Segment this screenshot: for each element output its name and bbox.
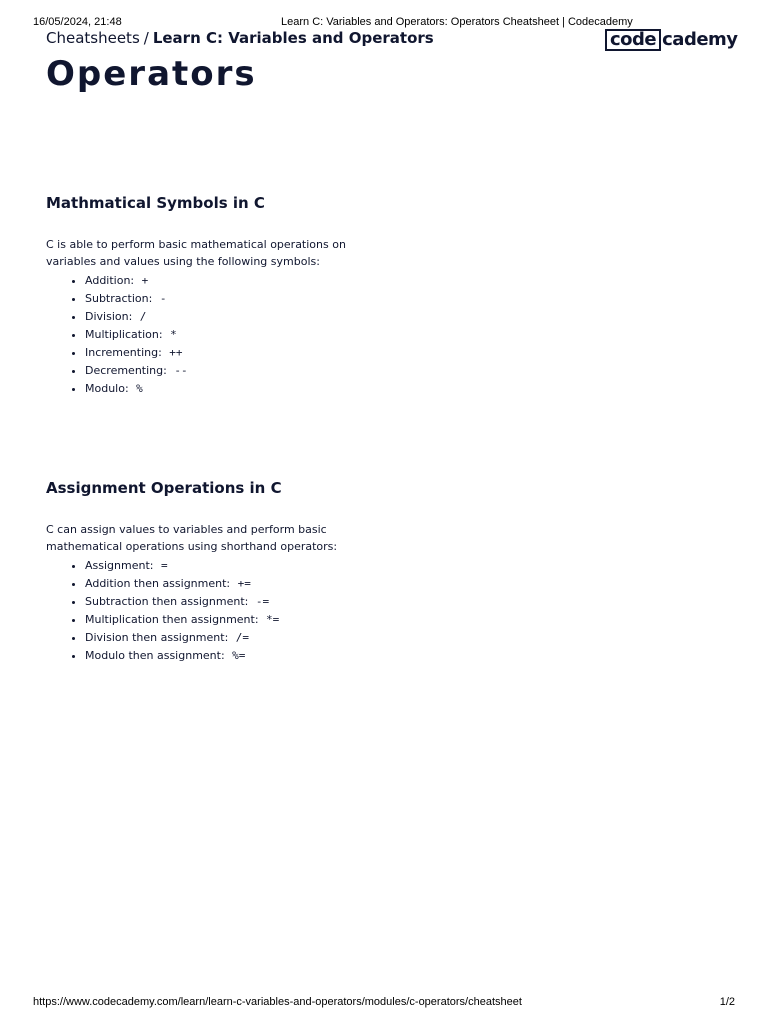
operator-label: Incrementing: [85,346,162,359]
breadcrumb-separator: / [143,29,149,47]
operator-label: Division: [85,310,133,323]
list-item [85,593,346,611]
section-heading: Mathmatical Symbols in C [46,194,265,212]
print-url: https://www.codecademy.com/learn/learn-c-variables-and-operators/modules/c-operators/cheatsheet [33,996,522,1008]
section-intro: C is able to perform basic mathematical operations on variables and values using the following symbols: [46,238,346,268]
operator-label: Addition: [85,274,135,287]
operator-code: -= [255,595,270,608]
logo-rest-text: cademy [662,29,738,50]
breadcrumb [46,29,434,47]
list-item [85,308,346,326]
list-item [85,344,346,362]
operator-label: Subtraction: [85,292,153,305]
codecademy-logo[interactable] [605,29,738,51]
operator-code: * [170,328,177,341]
section-intro: C can assign values to variables and perform basic mathematical operations using shorthand operators: [46,523,338,553]
operator-label: Division then assignment: [85,631,229,644]
operator-code: /= [235,631,250,644]
section-assignment-operations [46,479,346,665]
page-number: 1/2 [719,996,735,1008]
operator-label: Modulo: [85,382,129,395]
list-item [85,647,346,665]
list-item [85,362,346,380]
operator-code: / [139,310,147,323]
list-item [85,611,346,629]
operator-label: Assignment: [85,559,154,572]
list-item [85,575,346,593]
operator-code: *= [266,613,280,626]
operator-code: + [141,274,149,287]
operator-code: - [159,292,167,305]
section-math-symbols [46,194,346,398]
operator-code: -- [174,364,188,377]
operator-label: Multiplication: [85,328,163,341]
operator-code: ++ [169,346,183,359]
print-date: 16/05/2024, 21:48 [33,16,122,28]
page-title: Operators [46,54,257,94]
operator-list [46,272,346,398]
operator-label: Decrementing: [85,364,167,377]
list-item [85,380,346,398]
list-item [85,272,346,290]
operator-code: %= [232,649,246,662]
print-page-title: Learn C: Variables and Operators: Operators Cheatsheet | Codecademy [281,16,633,28]
list-item [85,629,346,647]
breadcrumb-cheatsheets-link[interactable]: Cheatsheets [46,29,140,47]
operator-label: Modulo then assignment: [85,649,225,662]
section-heading: Assignment Operations in C [46,479,282,497]
operator-label: Subtraction then assignment: [85,595,249,608]
list-item [85,290,346,308]
operator-code: = [160,559,168,572]
operator-label: Addition then assignment: [85,577,231,590]
list-item [85,557,346,575]
operator-list [46,557,346,665]
operator-label: Multiplication then assignment: [85,613,259,626]
operator-code: += [237,577,251,590]
logo-boxed-text: code [605,29,661,51]
breadcrumb-current[interactable]: Learn C: Variables and Operators [152,29,434,47]
list-item [85,326,346,344]
operator-code: % [136,382,143,395]
